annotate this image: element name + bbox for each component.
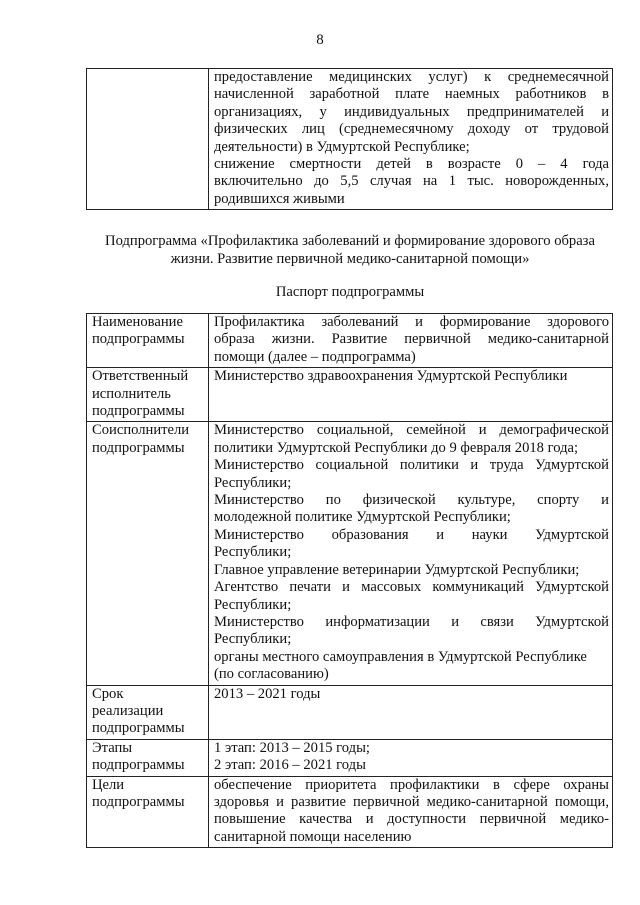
text-line: предоставление медицинских услуг) к среднемесячной bbox=[214, 69, 609, 85]
text-line: Министерство информатизации и связи Удмуртской bbox=[214, 613, 609, 630]
text-line: обеспечение приоритета профилактики в сфере охраны bbox=[214, 776, 609, 793]
text-line: молодежной политике Удмуртской Республики; bbox=[214, 509, 511, 526]
text-line: Профилактика заболеваний и формирование здорового bbox=[214, 314, 609, 330]
row-value bbox=[209, 739, 613, 776]
label-line: подпрограммы bbox=[92, 757, 185, 774]
text-line: физических лиц (среднемесячному доходу от трудовой bbox=[214, 121, 609, 138]
table-row bbox=[87, 368, 613, 422]
text-line: здоровья и развитие первичной медико-санитарной помощи, bbox=[214, 793, 609, 810]
text-line: образа жизни. Развитие первичной медико-санитарной bbox=[214, 331, 609, 348]
text-line: начисленной заработной плате наемных работников в bbox=[214, 86, 609, 103]
row-label bbox=[87, 314, 209, 368]
label-line: Соисполнители bbox=[92, 422, 190, 439]
text-line: помощи (далее – подпрограмма) bbox=[214, 348, 416, 365]
text-line: деятельности) в Удмуртской Республике; bbox=[214, 138, 470, 155]
label-line: Цели bbox=[92, 776, 125, 793]
text-line: организациях, у индивидуальных предпринимателей и bbox=[214, 103, 609, 120]
row-label bbox=[87, 368, 209, 422]
value-cell bbox=[209, 69, 613, 210]
row-value bbox=[209, 314, 613, 368]
table-row bbox=[87, 739, 613, 776]
text-line: включительно до 5,5 случая на 1 тыс. новорожденных, bbox=[214, 173, 609, 190]
subprogram-title-line: жизни. Развитие первичной медико-санитарной помощи» bbox=[170, 251, 530, 267]
label-line: подпрограммы bbox=[92, 331, 185, 348]
text-line: 2 этап: 2016 – 2021 годы bbox=[214, 757, 366, 774]
row-label bbox=[87, 776, 209, 848]
label-line: исполнитель bbox=[92, 385, 171, 402]
text-line: Министерство образования и науки Удмуртской bbox=[214, 526, 609, 543]
row-label bbox=[87, 422, 209, 685]
empty-label-cell bbox=[87, 69, 209, 210]
label-line: подпрограммы bbox=[92, 439, 185, 456]
label-line: Этапы bbox=[92, 739, 133, 756]
label-line: реализации bbox=[92, 702, 164, 719]
table-row bbox=[87, 422, 613, 685]
row-label bbox=[87, 685, 209, 739]
table-row bbox=[87, 685, 613, 739]
row-value bbox=[209, 422, 613, 685]
label-line: Ответственный bbox=[92, 368, 189, 385]
text-line: Республики; bbox=[214, 631, 292, 648]
page-number: 8 bbox=[316, 32, 324, 48]
passport-table bbox=[86, 313, 613, 848]
text-line: 2013 – 2021 годы bbox=[214, 685, 321, 702]
row-value bbox=[209, 368, 613, 422]
row-value bbox=[209, 776, 613, 848]
label-line: подпрограммы bbox=[92, 720, 185, 737]
text-line: Агентство печати и массовых коммуникаций Удмуртской bbox=[214, 579, 609, 596]
text-line: Главное управление ветеринарии Удмуртской Республики; bbox=[214, 561, 580, 578]
text-line: 1 этап: 2013 – 2015 годы; bbox=[214, 739, 370, 756]
subprogram-title-line: Подпрограмма «Профилактика заболеваний и формирование здорового образа bbox=[105, 233, 595, 249]
continued-table bbox=[86, 68, 613, 210]
text-line: родившихся живыми bbox=[214, 190, 345, 207]
text-line: повышение качества и доступности первичной медико- bbox=[214, 811, 609, 828]
row-label bbox=[87, 739, 209, 776]
table-row bbox=[87, 776, 613, 848]
passport-title: Паспорт подпрограммы bbox=[275, 284, 425, 300]
label-line: подпрограммы bbox=[92, 793, 185, 810]
text-line: санитарной помощи населению bbox=[214, 828, 412, 845]
text-line: Министерство социальной политики и труда Удмуртской bbox=[214, 457, 609, 474]
row-value bbox=[209, 685, 613, 739]
text-line: Республики; bbox=[214, 474, 292, 491]
subprogram-title bbox=[88, 232, 612, 268]
text-line: Республики; bbox=[214, 544, 292, 561]
text-line: снижение смертности детей в возрасте 0 – 4 года bbox=[214, 156, 609, 173]
table-row bbox=[87, 314, 613, 368]
text-line: Министерство по физической культуре, спорту и bbox=[214, 492, 609, 509]
text-line: Министерство здравоохранения Удмуртской Республики bbox=[214, 368, 568, 385]
text-line: Республики; bbox=[214, 596, 292, 613]
label-line: Срок bbox=[92, 685, 124, 702]
text-line: (по согласованию) bbox=[214, 666, 329, 683]
table-row bbox=[87, 69, 613, 210]
label-line: подпрограммы bbox=[92, 403, 185, 420]
text-line: Министерство социальной, семейной и демографической bbox=[214, 422, 609, 439]
label-line: Наименование bbox=[92, 314, 183, 330]
text-line: политики Удмуртской Республики до 9 февраля 2018 года; bbox=[214, 439, 579, 456]
text-line: органы местного самоуправления в Удмуртской Республике bbox=[214, 648, 587, 665]
